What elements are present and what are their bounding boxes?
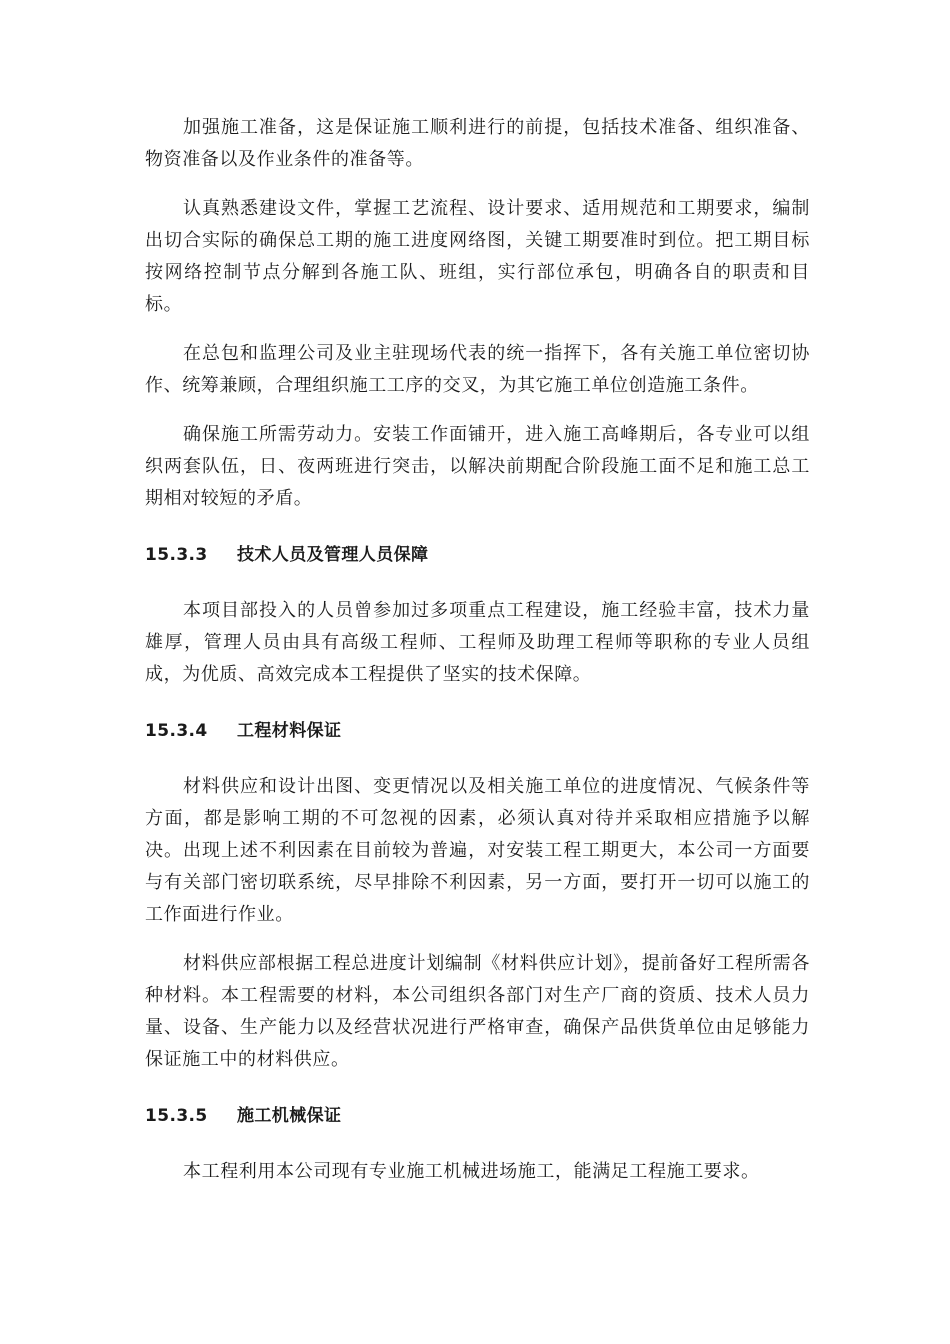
section-number: 15.3.4 (145, 721, 208, 741)
paragraph-staff-experience: 本项目部投入的人员曾参加过多项重点工程建设，施工经验丰富，技术力量雄厚，管理人员由具有高级工程师、工程师及助理工程师等职称的专业人员组成，为优质、高效完成本工程提供了坚实的技术保障。 (145, 600, 810, 685)
section-heading-technical-staff (145, 541, 810, 569)
section-number: 15.3.3 (145, 545, 208, 565)
section-title: 工程材料保证 (237, 721, 342, 741)
paragraph-machinery: 本工程利用本公司现有专业施工机械进场施工，能满足工程施工要求。 (183, 1161, 760, 1182)
section-heading-machinery (145, 1102, 810, 1130)
paragraph-labor-force: 确保施工所需劳动力。安装工作面铺开，进入施工高峰期后，各专业可以组织两套队伍，日、夜两班进行突击，以解决前期配合阶段施工面不足和施工总工期相对较短的矛盾。 (145, 424, 810, 509)
section-heading-materials (145, 717, 810, 745)
paragraph-material-supply-plan: 材料供应部根据工程总进度计划编制《材料供应计划》，提前备好工程所需各种材料。本工程需要的材料，本公司组织各部门对生产厂商的资质、技术人员力量、设备、生产能力以及经营状况进行严格审查，确保产品供货单位由足够能力保证施工中的材料供应。 (145, 953, 810, 1070)
paragraph-material-factors: 材料供应和设计出图、变更情况以及相关施工单位的进度情况、气候条件等方面，都是影响工期的不可忽视的因素，必须认真对待并采取相应措施予以解决。出现上述不利因素在目前较为普遍，对安装工程工期更大，本公司一方面要与有关部门密切联系统，尽早排除不利因素，另一方面，要打开一切可以施工的工作面进行作业。 (145, 776, 810, 925)
paragraph-construction-preparation: 加强施工准备，这是保证施工顺利进行的前提，包括技术准备、组织准备、物资准备以及作业条件的准备等。 (145, 117, 810, 170)
paragraph-schedule-network: 认真熟悉建设文件，掌握工艺流程、设计要求、适用规范和工期要求，编制出切合实际的确保总工期的施工进度网络图，关键工期要准时到位。把工期目标按网络控制节点分解到各施工队、班组，实行部位承包，明确各自的职责和目标。 (145, 198, 810, 315)
document-page (145, 112, 810, 1205)
paragraph-coordination: 在总包和监理公司及业主驻现场代表的统一指挥下，各有关施工单位密切协作、统筹兼顾，合理组织施工工序的交叉，为其它施工单位创造施工条件。 (145, 343, 810, 396)
section-title: 技术人员及管理人员保障 (237, 545, 429, 565)
section-title: 施工机械保证 (237, 1106, 342, 1126)
section-number: 15.3.5 (145, 1106, 208, 1126)
